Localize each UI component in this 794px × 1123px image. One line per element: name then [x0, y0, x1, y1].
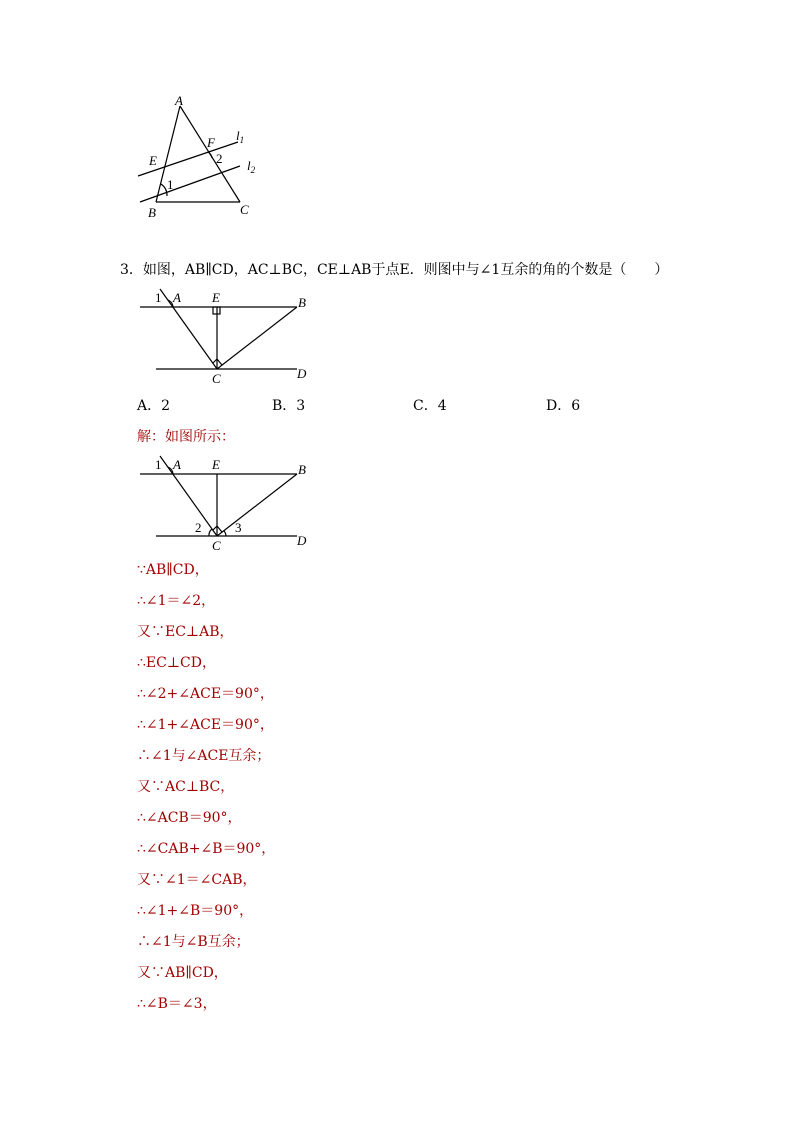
- angle-2-arc: [209, 529, 212, 536]
- solution-step: ∴EC⊥CD，: [137, 655, 216, 671]
- figure-solution: [130, 452, 320, 552]
- option-a[interactable]: A．2: [137, 398, 171, 414]
- label-a: A: [173, 457, 181, 472]
- solution-step: ∴∠1与∠ACE互余；: [137, 748, 271, 764]
- solution-step: ∴∠ACB＝90°，: [137, 810, 242, 826]
- label-angle-1: 1: [155, 457, 162, 472]
- option-c[interactable]: C．4: [413, 398, 447, 414]
- label-angle-2: 2: [195, 520, 202, 535]
- line-ac: [160, 456, 217, 536]
- label-angle-2: 2: [216, 151, 223, 166]
- label-l2: $l_2$: [247, 158, 256, 175]
- label-b: B: [298, 295, 306, 310]
- label-b: B: [298, 462, 306, 477]
- solution-step: ∴∠1与∠B互余；: [137, 934, 250, 950]
- label-c: C: [212, 371, 221, 385]
- solution-step: ∴∠2+∠ACE＝90°，: [137, 686, 274, 702]
- label-c: C: [240, 202, 249, 217]
- solution-step: ∴∠B＝∠3，: [137, 996, 217, 1012]
- solution-step: ∵AB∥CD，: [137, 562, 209, 578]
- solution-step: ∴∠1+∠ACE＝90°，: [137, 717, 274, 733]
- solution-step: ∴∠1+∠B＝90°，: [137, 903, 254, 919]
- solution-step: ∴∠1＝∠2，: [137, 593, 216, 609]
- solution-step: ∴∠CAB+∠B＝90°，: [137, 841, 276, 857]
- label-f: F: [207, 135, 215, 150]
- line-ac: [160, 289, 217, 369]
- question-number: 3．: [120, 262, 143, 278]
- label-a: A: [175, 93, 183, 108]
- label-e: E: [212, 457, 220, 472]
- solution-step: 又∵∠1＝∠CAB，: [137, 872, 257, 888]
- label-c: C: [212, 538, 221, 552]
- label-d: D: [297, 366, 307, 381]
- solution-step: 又∵AB∥CD，: [137, 965, 228, 981]
- option-d[interactable]: D．6: [546, 398, 581, 414]
- label-angle-3: 3: [235, 520, 242, 535]
- question-3: [120, 259, 668, 279]
- label-e: E: [149, 153, 157, 168]
- solution-steps: [137, 560, 275, 1025]
- label-d: D: [297, 533, 307, 548]
- angle-3-arc: [224, 531, 226, 536]
- question-text: 如图，AB∥CD，AC⊥BC，CE⊥AB于点E．则图中与∠1互余的角的个数是（ ）: [142, 262, 669, 278]
- label-e: E: [212, 290, 220, 305]
- option-b[interactable]: B．3: [272, 398, 306, 414]
- label-angle-1: 1: [167, 177, 174, 192]
- figure-question: [130, 285, 320, 385]
- label-angle-1: 1: [155, 290, 162, 305]
- segment-cb: [217, 307, 297, 369]
- solution-step: 又∵AC⊥BC，: [137, 779, 235, 795]
- label-a: A: [173, 290, 181, 305]
- solution-title: 解：如图所示：: [137, 429, 235, 445]
- label-b: B: [148, 205, 156, 220]
- figure-triangle-parallel-lines: [130, 90, 270, 225]
- solution-step: 又∵EC⊥AB，: [137, 624, 234, 640]
- label-l1: $l_1$: [236, 128, 245, 145]
- segment-cb: [217, 474, 297, 536]
- line-l2: [140, 166, 240, 202]
